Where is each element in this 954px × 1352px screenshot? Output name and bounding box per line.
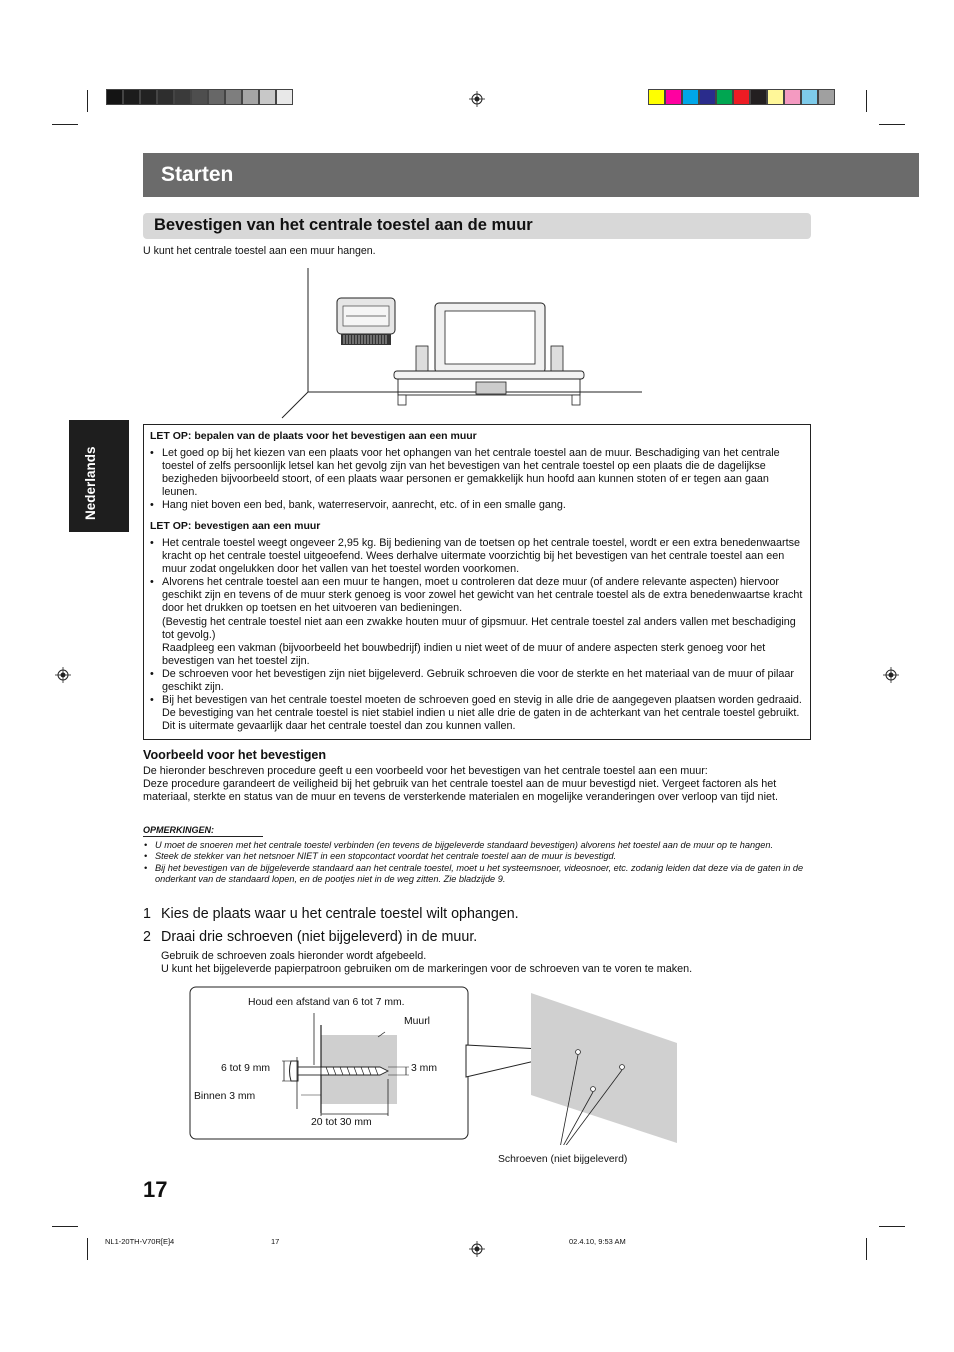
process-color-bar — [648, 89, 835, 105]
notes-list — [143, 840, 811, 885]
caution-list — [150, 537, 806, 733]
step-2-note: U kunt het bijgeleverde papierpatroon gebruiken om de markeringen voor de schroeven van te voren te maken. — [161, 963, 693, 975]
list-item-text: Alvorens het centrale toestel aan een muur te hangen, moet u controleren dat deze muur (of andere relevante aspecten) hiervoor geschikt zijn en tevens of de muur sterk genoeg is voor zowel het gewicht van het centrale toestel als de extra benedenwaartse kracht door het drukken op toetsen en het uitvoeren van bedieningen. — [162, 576, 803, 615]
list-item: • U moet de snoeren met het centrale toestel verbinden (en tevens de bijgeleverde standaard bevestigen) alvorens het toestel aan de muur op te hangen. — [143, 840, 811, 851]
example-paragraph: Deze procedure garandeert de veiligheid bij het gebruik van het centrale toestel aan de muur bevestigd niet. Vergeet factoren als het materiaal, sterkte en status van de muur en tevens de versterkende materialen en mogelijke veranderingen over verloop van tijd niet. — [143, 778, 778, 804]
page-title-bar — [143, 153, 919, 197]
registration-mark-icon — [883, 667, 899, 683]
wall-mount-illustration — [280, 268, 650, 420]
footer-date: 02.4.10, 9:53 AM — [569, 1237, 626, 1246]
caution-box — [143, 424, 811, 740]
list-item-text: Raadpleeg een vakman (bijvoorbeeld het bouwbedrijf) indien u niet weet of de muur of andere aspecten sterk genoeg voor het bevestigen van het toestel zijn. — [162, 641, 766, 667]
color-swatch — [699, 89, 716, 105]
inner-label: Binnen 3 mm — [194, 1091, 256, 1102]
color-swatch — [682, 89, 699, 105]
caution-list — [150, 447, 806, 512]
color-swatch — [276, 89, 293, 105]
registration-mark-icon — [55, 667, 71, 683]
color-swatch — [767, 89, 784, 105]
step-2 — [143, 929, 477, 945]
step-text: Draai drie schroeven (niet bijgeleverd) in de muur. — [161, 929, 478, 945]
page-title: Starten — [161, 163, 234, 186]
section-title: Bevestigen van het centrale toestel aan de muur — [154, 216, 533, 234]
color-swatch — [208, 89, 225, 105]
head-size-label: 6 tot 9 mm — [221, 1063, 271, 1074]
footer-file: NL1-20TH-V70R[E]4 — [105, 1237, 175, 1246]
language-tab — [69, 420, 129, 532]
list-item: • Steek de stekker van het netsnoer NIET in een stopcontact voordat het centrale toestel aan de muur is bevestigd. — [143, 851, 811, 862]
step-number: 2 — [143, 929, 151, 945]
color-swatch — [716, 89, 733, 105]
color-swatch — [191, 89, 208, 105]
example-paragraph: De hieronder beschreven procedure geeft u een voorbeeld voor het bevestigen van het centrale toestel aan een muur: — [143, 765, 708, 777]
color-swatch — [750, 89, 767, 105]
color-swatch — [174, 89, 191, 105]
length-label: 20 tot 30 mm — [311, 1117, 372, 1128]
color-swatch — [157, 89, 174, 105]
color-swatch — [818, 89, 835, 105]
section-title-bar — [143, 213, 811, 239]
list-item — [150, 576, 806, 668]
wall-label: Muurl — [404, 1016, 430, 1027]
example-heading: Voorbeeld voor het bevestigen — [143, 748, 327, 762]
screws-label: Schroeven (niet bijgeleverd) — [498, 1154, 628, 1165]
list-item-text: (Bevestig het centrale toestel niet aan een zwakke houten muur of gipsmuur. Het centrale toestel zal anders vallen met beschadiging tot gevolg.) — [162, 615, 796, 641]
crop-mark — [52, 1226, 78, 1227]
caution-prefix: LET OP: — [150, 520, 192, 532]
step-number: 1 — [143, 906, 151, 922]
crop-mark — [87, 90, 88, 112]
footer-page: 17 — [271, 1237, 280, 1246]
caution-prefix: LET OP: — [150, 430, 192, 442]
color-swatch — [665, 89, 682, 105]
distance-label: Houd een afstand van 6 tot 7 mm. — [248, 997, 405, 1008]
crop-mark — [87, 1238, 88, 1260]
color-swatch — [801, 89, 818, 105]
notes-heading: OPMERKINGEN: — [143, 825, 263, 837]
color-swatch — [784, 89, 801, 105]
list-item: • Bij het bevestigen van het centrale toestel moeten de schroeven goed en stevig in alle drie de aangegeven plaatsen worden gedraaid. De bevestiging van het centrale toestel is niet stabiel indien u niet alle drie de gaten in de achterkant van het centrale toestel gebruikt. Dit is uitermate gevaarlijk daar het centrale toestel dan zou kunnen vallen. — [150, 694, 806, 733]
intro-text: U kunt het centrale toestel aan een muur hangen. — [143, 245, 376, 257]
color-swatch — [140, 89, 157, 105]
color-swatch — [648, 89, 665, 105]
grayscale-color-bar — [106, 89, 293, 105]
shaft-size-label: 3 mm — [411, 1063, 437, 1074]
step-1 — [143, 906, 519, 922]
color-swatch — [242, 89, 259, 105]
caution-heading — [150, 520, 320, 532]
color-swatch — [106, 89, 123, 105]
crop-mark — [879, 1226, 905, 1227]
color-swatch — [123, 89, 140, 105]
caution-heading-text: bepalen van de plaats voor het bevestigen aan een muur — [191, 430, 477, 442]
color-swatch — [259, 89, 276, 105]
list-item: • Bij het bevestigen van de bijgeleverde standaard aan het centrale toestel, moet u het systeemsnoer, videosnoer, etc. zodanig leiden dat deze via de gaten in de onderkant van de standaard lopen, en de pootjes niet in de weg zitten. Zie bladzijde 9. — [143, 863, 811, 886]
registration-mark-icon — [469, 91, 485, 107]
crop-mark — [52, 124, 78, 125]
color-swatch — [225, 89, 242, 105]
caution-heading — [150, 430, 477, 442]
caution-heading-text: bevestigen aan een muur — [191, 520, 321, 532]
step-2-note: Gebruik de schroeven zoals hieronder wordt afgebeeld. — [161, 950, 427, 962]
language-tab-label: Nederlands — [83, 446, 98, 520]
color-swatch — [733, 89, 750, 105]
crop-mark — [866, 90, 867, 112]
list-item: • Het centrale toestel weegt ongeveer 2,95 kg. Bij bediening van de toetsen op het centrale toestel, wordt er een extra benedenwaartse kracht op het centrale toestel uitgeoefend. Wees derhalve uitermate voorzichtig bij het bevestigen van het centrale toestel aan een muur zodat ongelukken door het vallen van het toestel worden voorkomen. — [150, 537, 806, 576]
page-number: 17 — [143, 1177, 168, 1202]
list-item: • Let goed op bij het kiezen van een plaats voor het ophangen van het centrale toestel aan de muur. Beschadiging van het centrale toestel of zelfs persoonlijk letsel kan het gevolg zijn van het bevestigen van het centrale toestel op een plaats die de dagelijkse bezigheden bijvoorbeeld stoort, of een plaats waar personen er gemakkelijk hun hoofd aan kunnen stoten of er tegen aan gaan leunen. — [150, 447, 806, 499]
registration-mark-icon — [469, 1241, 485, 1257]
crop-mark — [879, 124, 905, 125]
list-item: • Hang niet boven een bed, bank, waterreservoir, aanrecht, etc. of in een smalle gang. — [150, 499, 806, 512]
step-text: Kies de plaats waar u het centrale toestel wilt ophangen. — [161, 906, 519, 922]
list-item: • De schroeven voor het bevestigen zijn niet bijgeleverd. Gebruik schroeven die voor de sterkte en het materiaal van de muur of pilaar geschikt zijn. — [150, 668, 806, 694]
crop-mark — [866, 1238, 867, 1260]
